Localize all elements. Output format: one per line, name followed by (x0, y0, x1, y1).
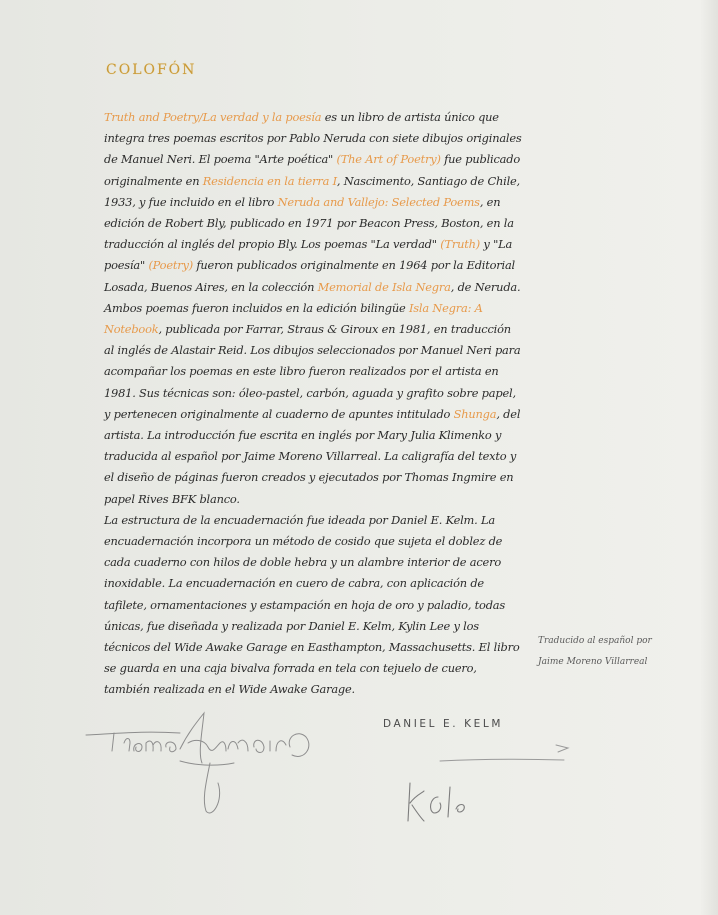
text-span: fueron publicados originalmente en 1964 por la Editorial Losada, Buenos Aires, en la colección (104, 258, 515, 294)
page-title: COLOFÓN (106, 62, 197, 78)
source-title: Isla Negra: A Notebook (104, 300, 483, 337)
colophon-paragraph-1 (104, 107, 524, 510)
signature-kg (400, 775, 480, 835)
text-span: y "La poesía" (104, 237, 513, 273)
text-span: fue publicado originalmente en (104, 152, 520, 188)
colophon-text (104, 107, 524, 701)
poem-title-en: (Poetry) (148, 258, 193, 273)
translator-note (538, 631, 668, 673)
poem-title-en: (The Art of Poetry) (336, 152, 441, 167)
source-title: Residencia en la tierra I (202, 173, 337, 188)
source-title: Memorial de Isla Negra (317, 279, 451, 294)
text-span: es un libro de artista único que integra tres poemas escritos por Pablo Neruda con siete dibujos originales de Manuel Neri. El poema "Arte poética" (104, 110, 522, 167)
text-span: , de Neruda. Ambos poemas fueron incluidos en la edición bilingüe (104, 279, 521, 315)
text-span: , publicada por Farrar, Straus & Giroux en 1981, en traducción al inglés de Alastair Reid. Los dibujos seleccionados por Manuel Neri para acompañar los poemas en este libro fueron realizados por el artista en 1981. Sus técnicas son: óleo-pastel, carbón, aguada y grafito sobre papel, y pertenecen originalmente al cuaderno de apuntes intitulado (104, 322, 521, 421)
signature-kelm-flourish (380, 735, 580, 765)
text-span: , en edición de Robert Bly, publicado en 1971 por Beacon Press, Boston, en la traducción al inglés del propio Bly. Los poemas "La verdad" (104, 194, 514, 252)
book-title: Truth and Poetry/La verdad y la poesía (104, 110, 322, 124)
text-span: , Nascimento, Santiago de Chile, 1933, y fue incluido en el libro (104, 173, 520, 209)
source-title: Neruda and Vallejo: Selected Poems (277, 194, 480, 209)
signature-thomas-ingmire (84, 703, 334, 823)
colophon-paragraph-2: La estructura de la encuadernación fue ideada por Daniel E. Kelm. La encuadernación incorpora un método de cosido que sujeta el doblez de cada cuaderno con hilos de doble hebra y un alambre interior de acero inoxidable. La encuadernación en cuero de cabra, con aplicación de tafilete, ornamentaciones y estampación en hoja de oro y paladio, todas únicas, fue diseñada y realizada por Daniel E. Kelm, Kylin Lee y los técnicos del Wide Awake Garage en Easthampton, Massachusetts. El libro se guarda en una caja bivalva forrada en tela con tejuelo de cuero, también realizada en el Wide Awake Garage. (104, 512, 520, 697)
poem-title-en: (Truth) (440, 237, 481, 252)
signature-kelm-text: DANIEL E. KELM (383, 718, 503, 730)
translator-note-line: Traducido al español por (538, 636, 652, 646)
text-span: , del artista. La introducción fue escrita en inglés por Mary Julia Klimenko y traducida al español por Jaime Moreno Villarreal. La caligrafía del texto y el diseño de páginas fueron creados y ejecutados por Thomas Ingmire en papel Rives BFK blanco. (104, 406, 521, 506)
page-edge-shadow (700, 0, 718, 915)
translator-note-line: Jaime Moreno Villarreal (538, 657, 648, 667)
source-title: Shunga (453, 406, 497, 421)
